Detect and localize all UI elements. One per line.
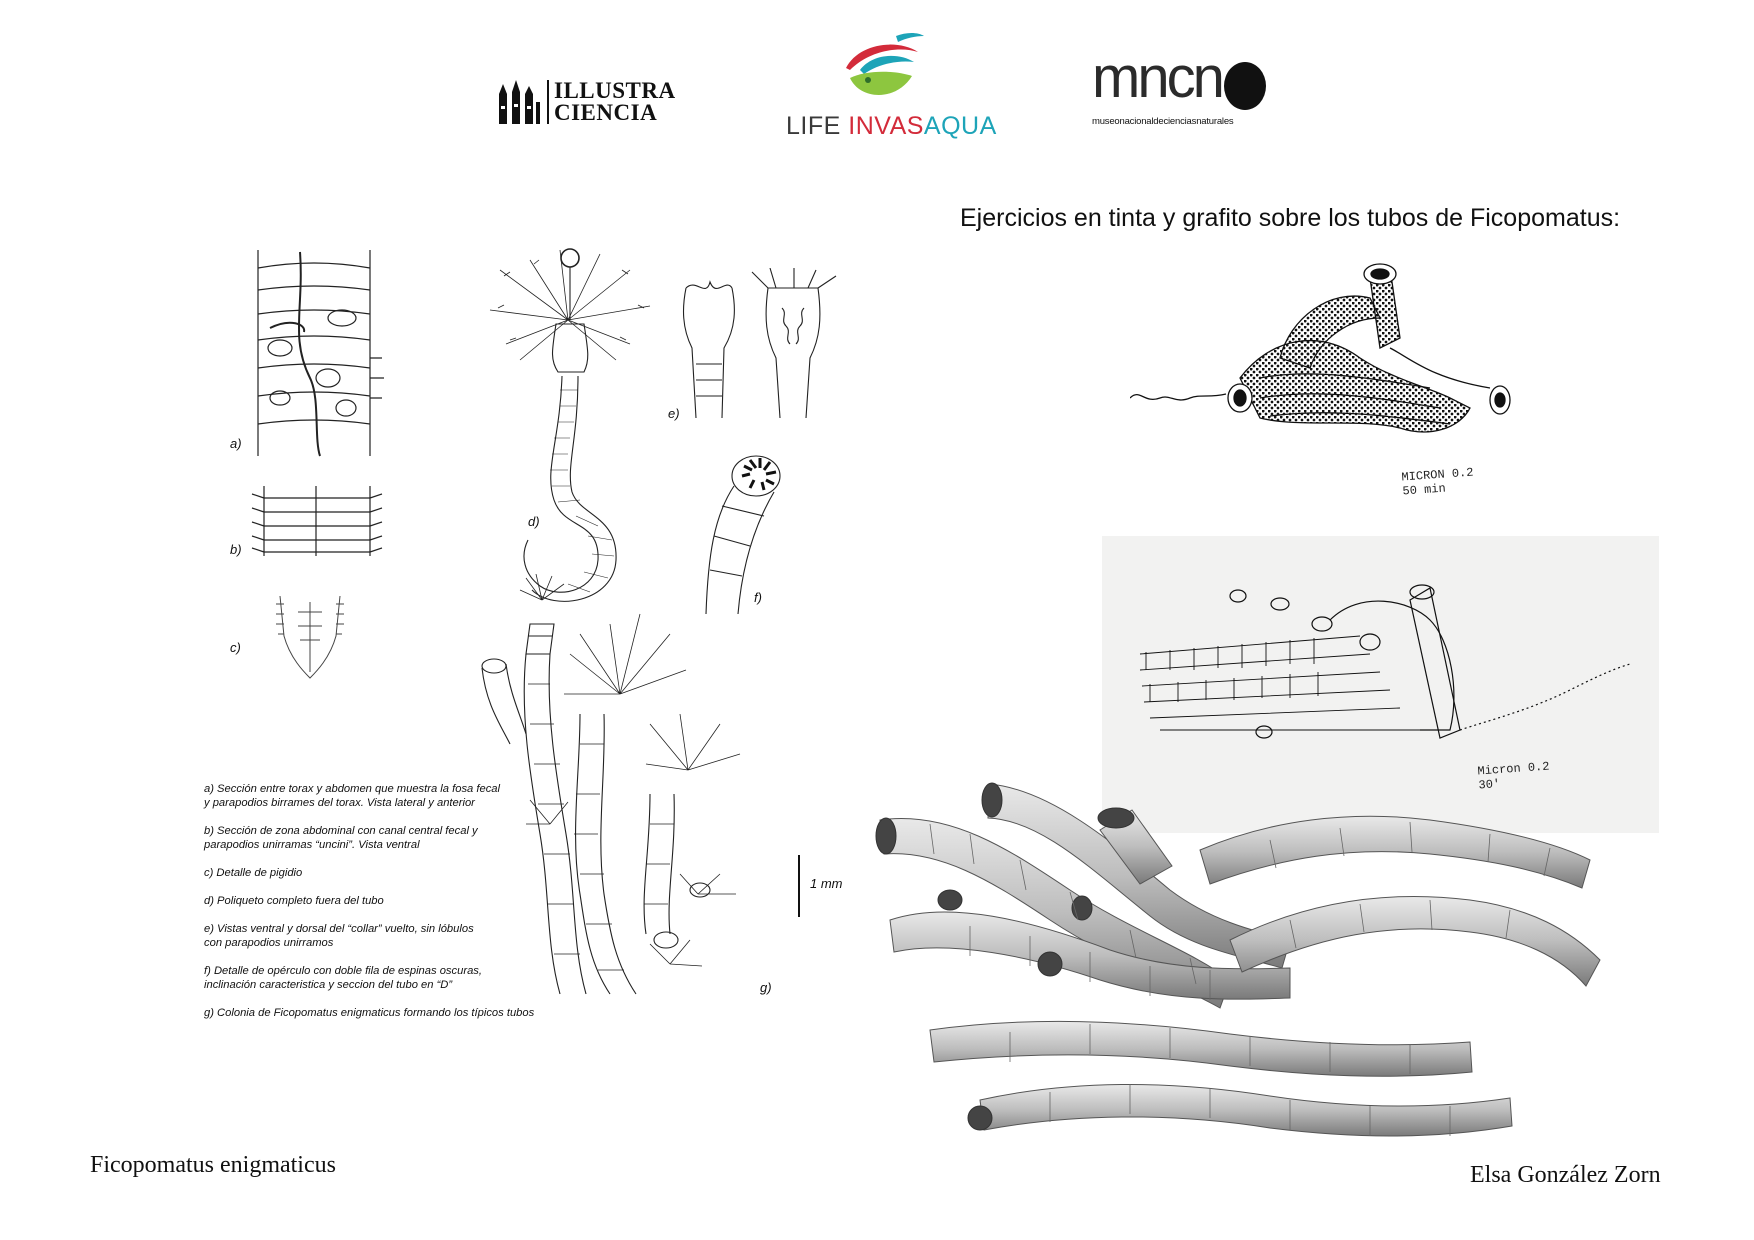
ink-line-sketch [1130, 580, 1650, 770]
figure-d-complete-polychaete [480, 240, 660, 610]
sketch2-note-line1: Micron 0.2 [1477, 759, 1550, 779]
legend-item-f [204, 964, 604, 992]
legend-g-line1: g) Colonia de Ficopomatus enigmaticus formando los típicos tubos [204, 1007, 535, 1019]
mncn-circle-mark [1224, 62, 1266, 110]
mncn-logo [1092, 45, 1282, 128]
species-name: Ficopomatus enigmaticus [90, 1152, 336, 1178]
author-name: Elsa González Zorn [1470, 1162, 1661, 1188]
label-c: c) [230, 640, 241, 655]
figure-a-thorax-section [250, 248, 390, 458]
life-word: LIFE [786, 112, 841, 140]
logo-separator [547, 80, 549, 124]
label-e: e) [668, 406, 680, 421]
legend-a-line1: a) Sección entre torax y abdomen que muestra la fosa fecal [204, 783, 501, 795]
legend-e-line1: e) Vistas ventral y dorsal del “collar” vuelto, sin lóbulos [204, 923, 474, 935]
scale-bar [798, 855, 800, 917]
legend-f-line1: f) Detalle de opérculo con doble fila de espinas oscuras, [204, 965, 482, 977]
legend-item-b [204, 824, 604, 852]
graphite-tubes-drawing [870, 780, 1630, 1160]
figure-b-abdominal-section [250, 482, 390, 562]
label-f: f) [754, 590, 762, 605]
aqua-word: AQUA [923, 112, 997, 140]
legend-item-a [204, 782, 604, 810]
fish-icon [836, 30, 926, 105]
page-heading: Ejercicios en tinta y grafito sobre los tubos de Ficopomatus: [960, 204, 1621, 232]
illustraciencia-wordmark [554, 80, 676, 124]
figure-legend [204, 782, 604, 1034]
legend-b-line2: parapodios unirramas “uncini”. Vista ventral [204, 839, 420, 851]
figure-c-pygidium [270, 592, 350, 682]
legend-c-line1: c) Detalle de pigidio [204, 867, 303, 879]
life-invasaqua-logo [786, 30, 997, 142]
mncn-wordmark: mncn [1092, 45, 1222, 110]
invas-word: INVAS [848, 112, 924, 140]
legend-b-line1: b) Sección de zona abdominal con canal central fecal y [204, 825, 478, 837]
sketch1-note-line2: 50 min [1402, 481, 1447, 499]
legend-item-e [204, 922, 604, 950]
legend-f-line2: inclinación caracteristica y seccion del tubo en “D” [204, 979, 453, 991]
sketch2-note-line2: 30' [1478, 777, 1501, 793]
illustraciencia-line1: ILLUSTRA [554, 78, 676, 103]
legend-d-line1: d) Poliqueto completo fuera del tubo [204, 895, 384, 907]
legend-item-c [204, 866, 604, 880]
figure-e-collar-views [676, 268, 856, 418]
ink-stipple-sketch [1130, 248, 1520, 468]
mncn-subtitle: museonacionaldecienciasnaturales [1092, 116, 1234, 127]
legend-e-line2: con parapodios unirramos [204, 937, 334, 949]
sketch1-note-line1: MICRON 0.2 [1401, 465, 1474, 485]
illustraciencia-line2: CIENCIA [554, 100, 658, 125]
illustraciencia-logo [496, 78, 696, 130]
life-invasaqua-wordmark [786, 112, 997, 141]
label-b: b) [230, 542, 242, 557]
label-g: g) [760, 980, 772, 995]
sketch1-note [1401, 466, 1475, 499]
scale-label: 1 mm [810, 876, 843, 891]
legend-item-d [204, 894, 604, 908]
legend-item-g [204, 1006, 604, 1020]
pens-icon [496, 80, 540, 126]
legend-a-line2: y parapodios birrames del torax. Vista lateral y anterior [204, 797, 475, 809]
label-a: a) [230, 436, 242, 451]
label-d: d) [528, 514, 540, 529]
